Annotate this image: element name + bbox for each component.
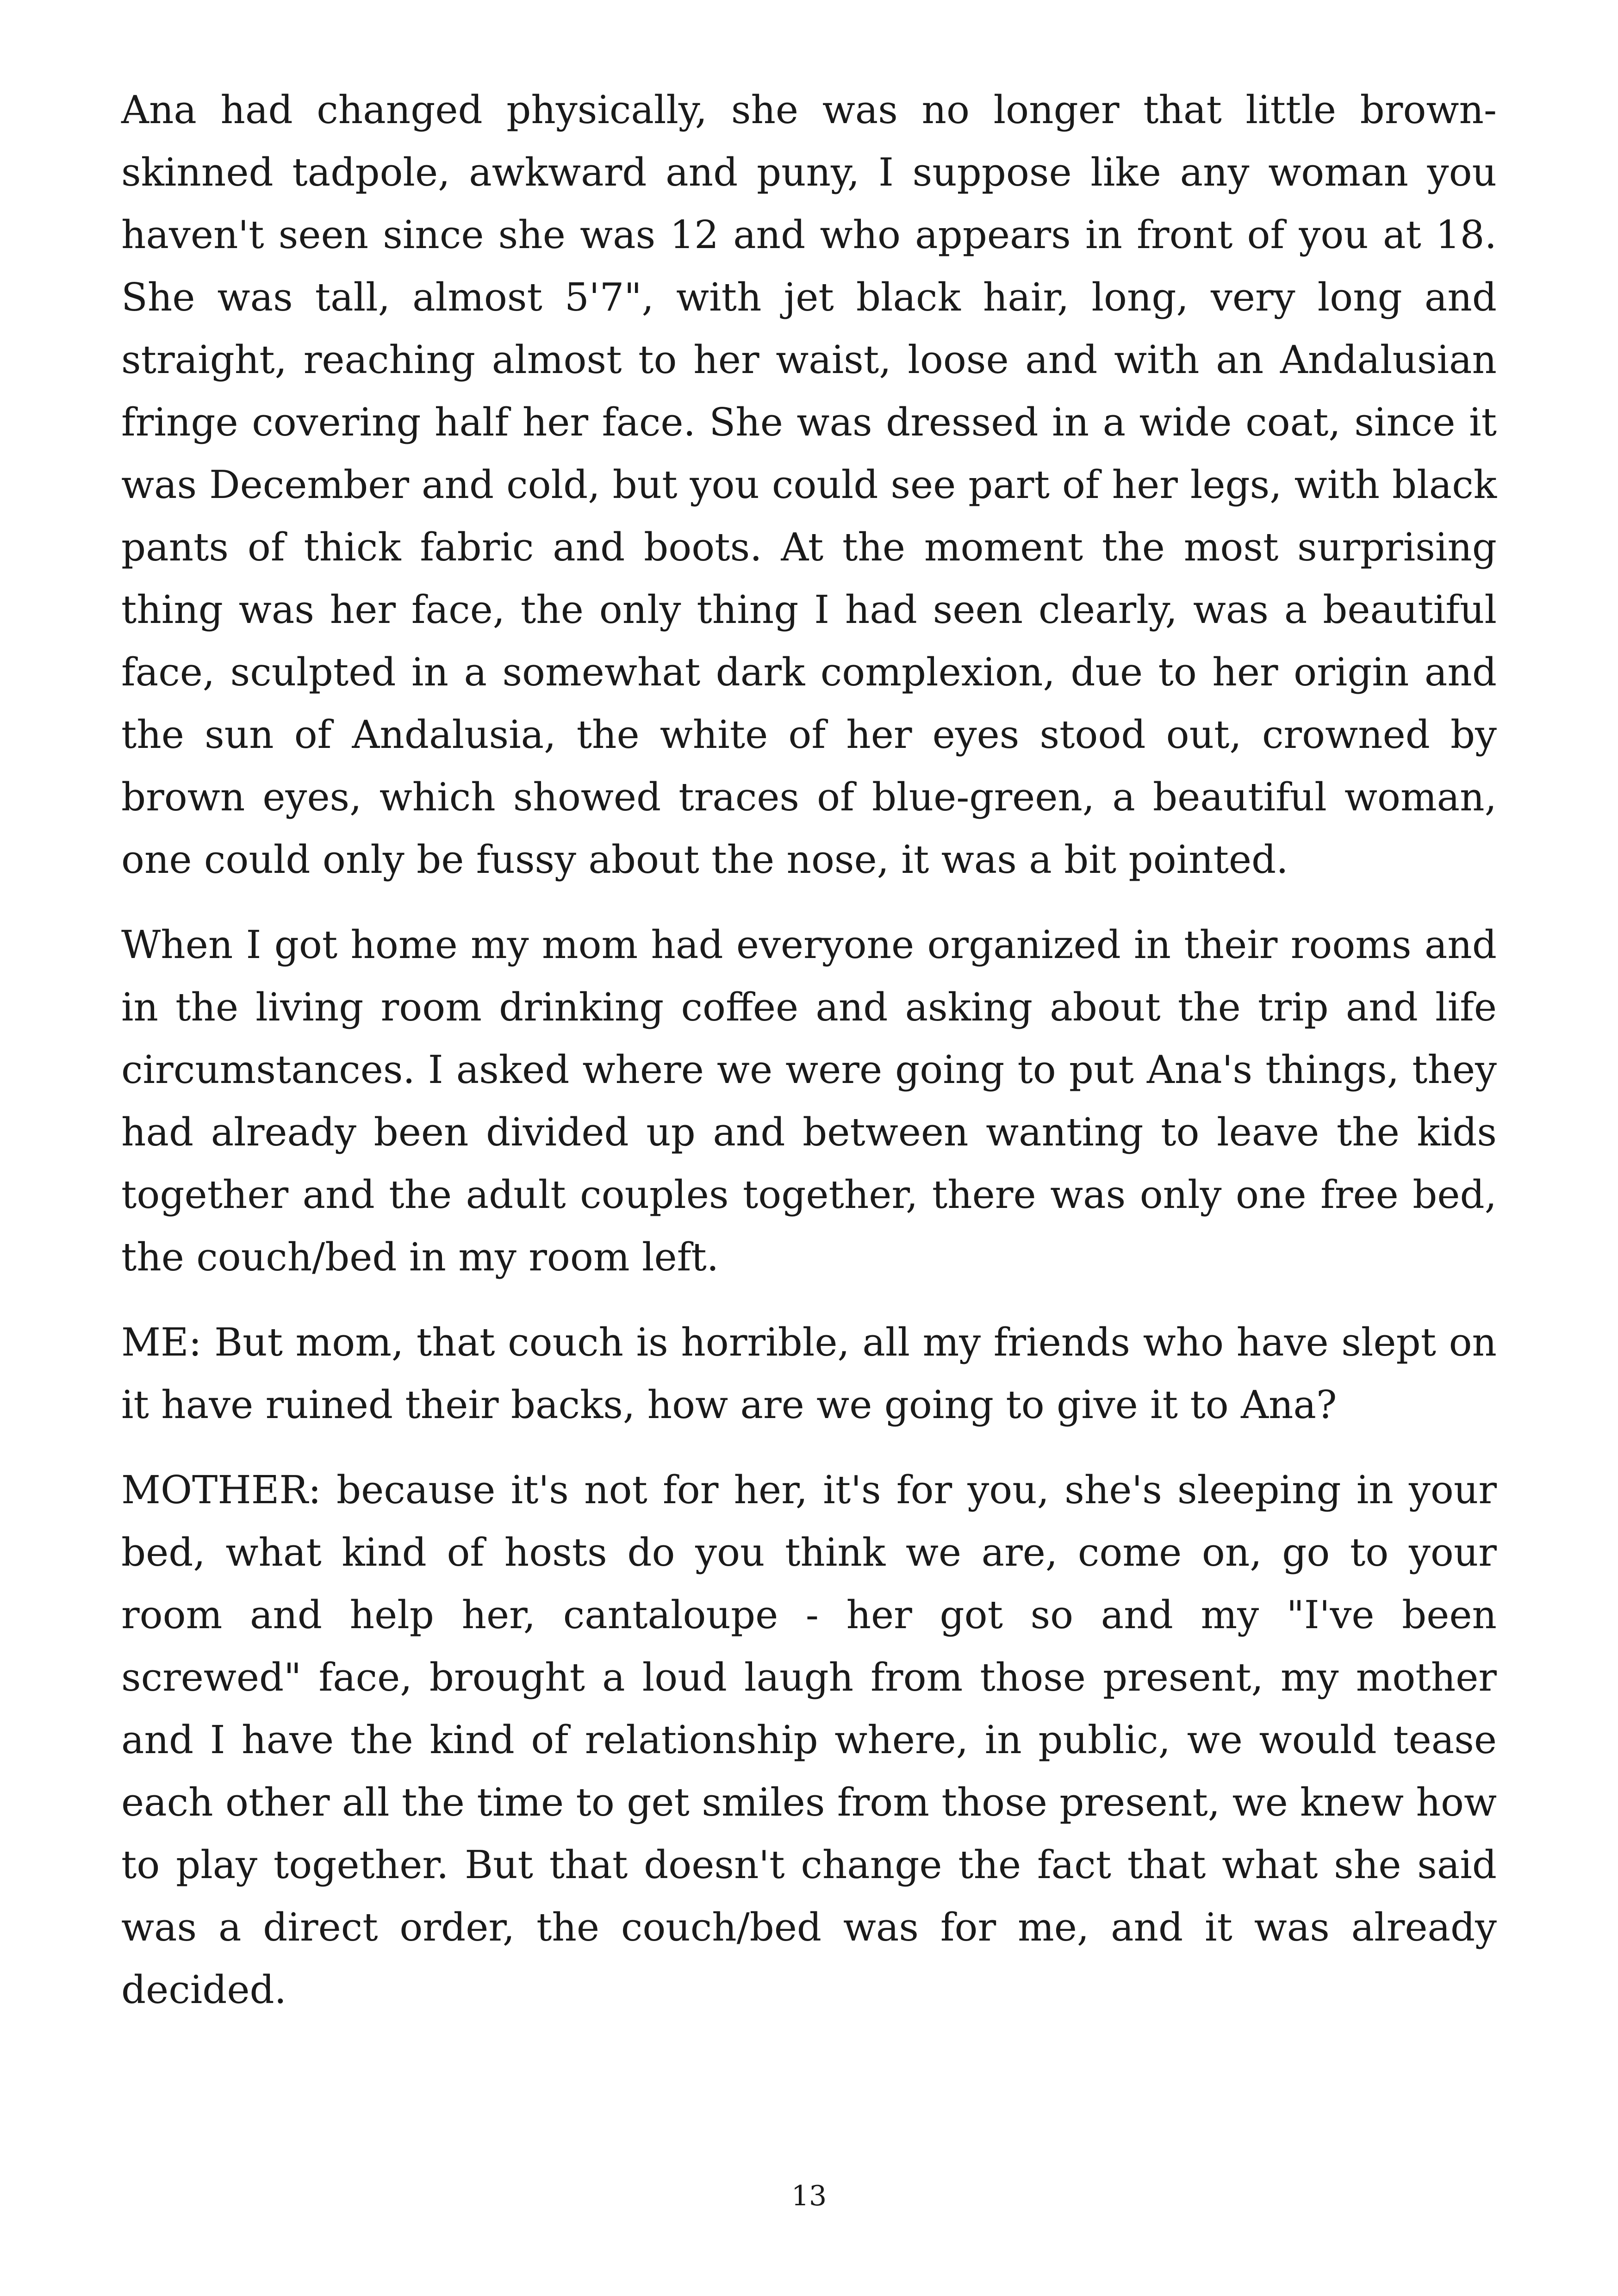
page-number: 13 [791,2180,827,2212]
paragraph-2: When I got home my mom had everyone organized in their rooms and in the living room drinking coffee and asking about the trip and life circumstances. I asked where we were going to put Ana's things, they had already been divided up and between wanting to leave the kids together and the adult couples together, there was only one free bed, the couch/bed in my room left. [121,922,1497,1280]
paragraph-4: MOTHER: because it's not for her, it's for you, she's sleeping in your bed, what kind of hosts do you think we are, come on, go to your room and help her, cantaloupe - her got so and my "I've been screwed" face, brought a loud laugh from those present, my mother and I have the kind of relationship where, in public, we would tease each other all the time to get smiles from those present, we knew how to play together. But that doesn't change the fact that what she said was a direct order, the couch/bed was for me, and it was already decided. [121,1468,1497,2012]
paragraph-3: ME: But mom, that couch is horrible, all my friends who have slept on it have ruined their backs, how are we going to give it to Ana? [121,1320,1497,1427]
paragraph-1: Ana had changed physically, she was no longer that little brown-skinned tadpole, awkward and puny, I suppose like any woman you haven't seen since she was 12 and who appears in front of you at 18. She was tall, almost 5'7", with jet black hair, long, very long and straight, reaching almost to her waist, loose and with an Andalusian fringe covering half her face. She was dressed in a wide coat, since it was December and cold, but you could see part of her legs, with black pants of thick fabric and boots. At the moment the most surprising thing was her face, the only thing I had seen clearly, was a beautiful face, sculpted in a somewhat dark complexion, due to her origin and the sun of Andalusia, the white of her eyes stood out, crowned by brown eyes, which showed traces of blue-green, a beautiful woman, one could only be fussy about the nose, it was a bit pointed. [121,87,1497,882]
body-text [121,79,1497,2044]
